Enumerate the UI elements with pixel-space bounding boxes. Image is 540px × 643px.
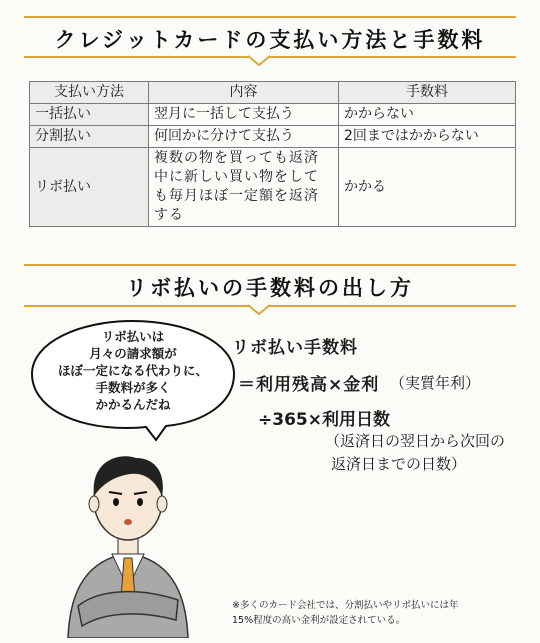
footnote-line: ※多くのカード会社では、分割払いやリボ払いには年 (232, 600, 459, 611)
fees-table (29, 81, 516, 227)
formula-title: リボ払い手数料 (232, 338, 358, 358)
heading-notch-1-icon (248, 55, 270, 67)
content-line: 複数の物を買っても返済 (154, 150, 319, 166)
formula-line2: ÷365×利用日数 (258, 410, 390, 430)
section1-heading: クレジットカードの支払い方法と手数料 (54, 28, 486, 52)
formula-note2-line: 返済日までの日数） (331, 455, 467, 473)
bubble-line: かかるんだね (95, 397, 171, 412)
row-content: 何回かに分けて支払う (149, 126, 339, 148)
heading-rule-bottom-2b (268, 305, 516, 307)
heading-rule-top-2 (24, 264, 516, 266)
header-content: 内容 (149, 82, 339, 104)
bubble-line: ほぼ一定になる代わりに、 (57, 363, 208, 378)
heading-notch-2-icon (248, 304, 270, 316)
heading-rule-bottom-1b (268, 56, 516, 58)
row-content: 翌月に一括して支払う (149, 104, 339, 126)
content-line: する (154, 207, 184, 223)
formula-note2 (325, 430, 525, 476)
section2-heading: リボ払いの手数料の出し方 (126, 276, 414, 300)
table-row (30, 126, 516, 148)
content-line: も毎月ほぼ一定額を返済 (154, 188, 319, 204)
row-fee: かからない (339, 104, 516, 126)
row-content (149, 148, 339, 227)
bubble-line: 月々の請求額が (89, 346, 177, 361)
bubble-line: 手数料が多く (95, 380, 171, 395)
row-method: 一括払い (30, 104, 149, 126)
bubble-line: リボ払いは (101, 329, 165, 344)
formula-note2-line: （返済日の翌日から次回の (325, 432, 506, 450)
formula-note1: （実質年利） (390, 374, 481, 392)
row-fee: かかる (339, 148, 516, 227)
table-row (30, 148, 516, 227)
row-method: リボ払い (30, 148, 149, 227)
man-in-suit-icon (60, 438, 200, 638)
header-fee: 手数料 (339, 82, 516, 104)
formula-line1: ＝利用残高×金利 (238, 375, 380, 395)
heading-rule-bottom-2 (24, 305, 250, 307)
row-fee: 2回まではかからない (339, 126, 516, 148)
footnote-line: 15%程度の高い金利が設定されている。 (232, 615, 406, 626)
footnote (232, 598, 532, 628)
row-method: 分割払い (30, 126, 149, 148)
header-method: 支払い方法 (30, 82, 149, 104)
heading-rule-bottom-1 (24, 56, 250, 58)
bubble-text (52, 328, 214, 413)
heading-rule-top-1 (24, 16, 516, 18)
table-row (30, 104, 516, 126)
content-line: 中に新しい買い物をして (154, 169, 319, 185)
table-header-row (30, 82, 516, 104)
